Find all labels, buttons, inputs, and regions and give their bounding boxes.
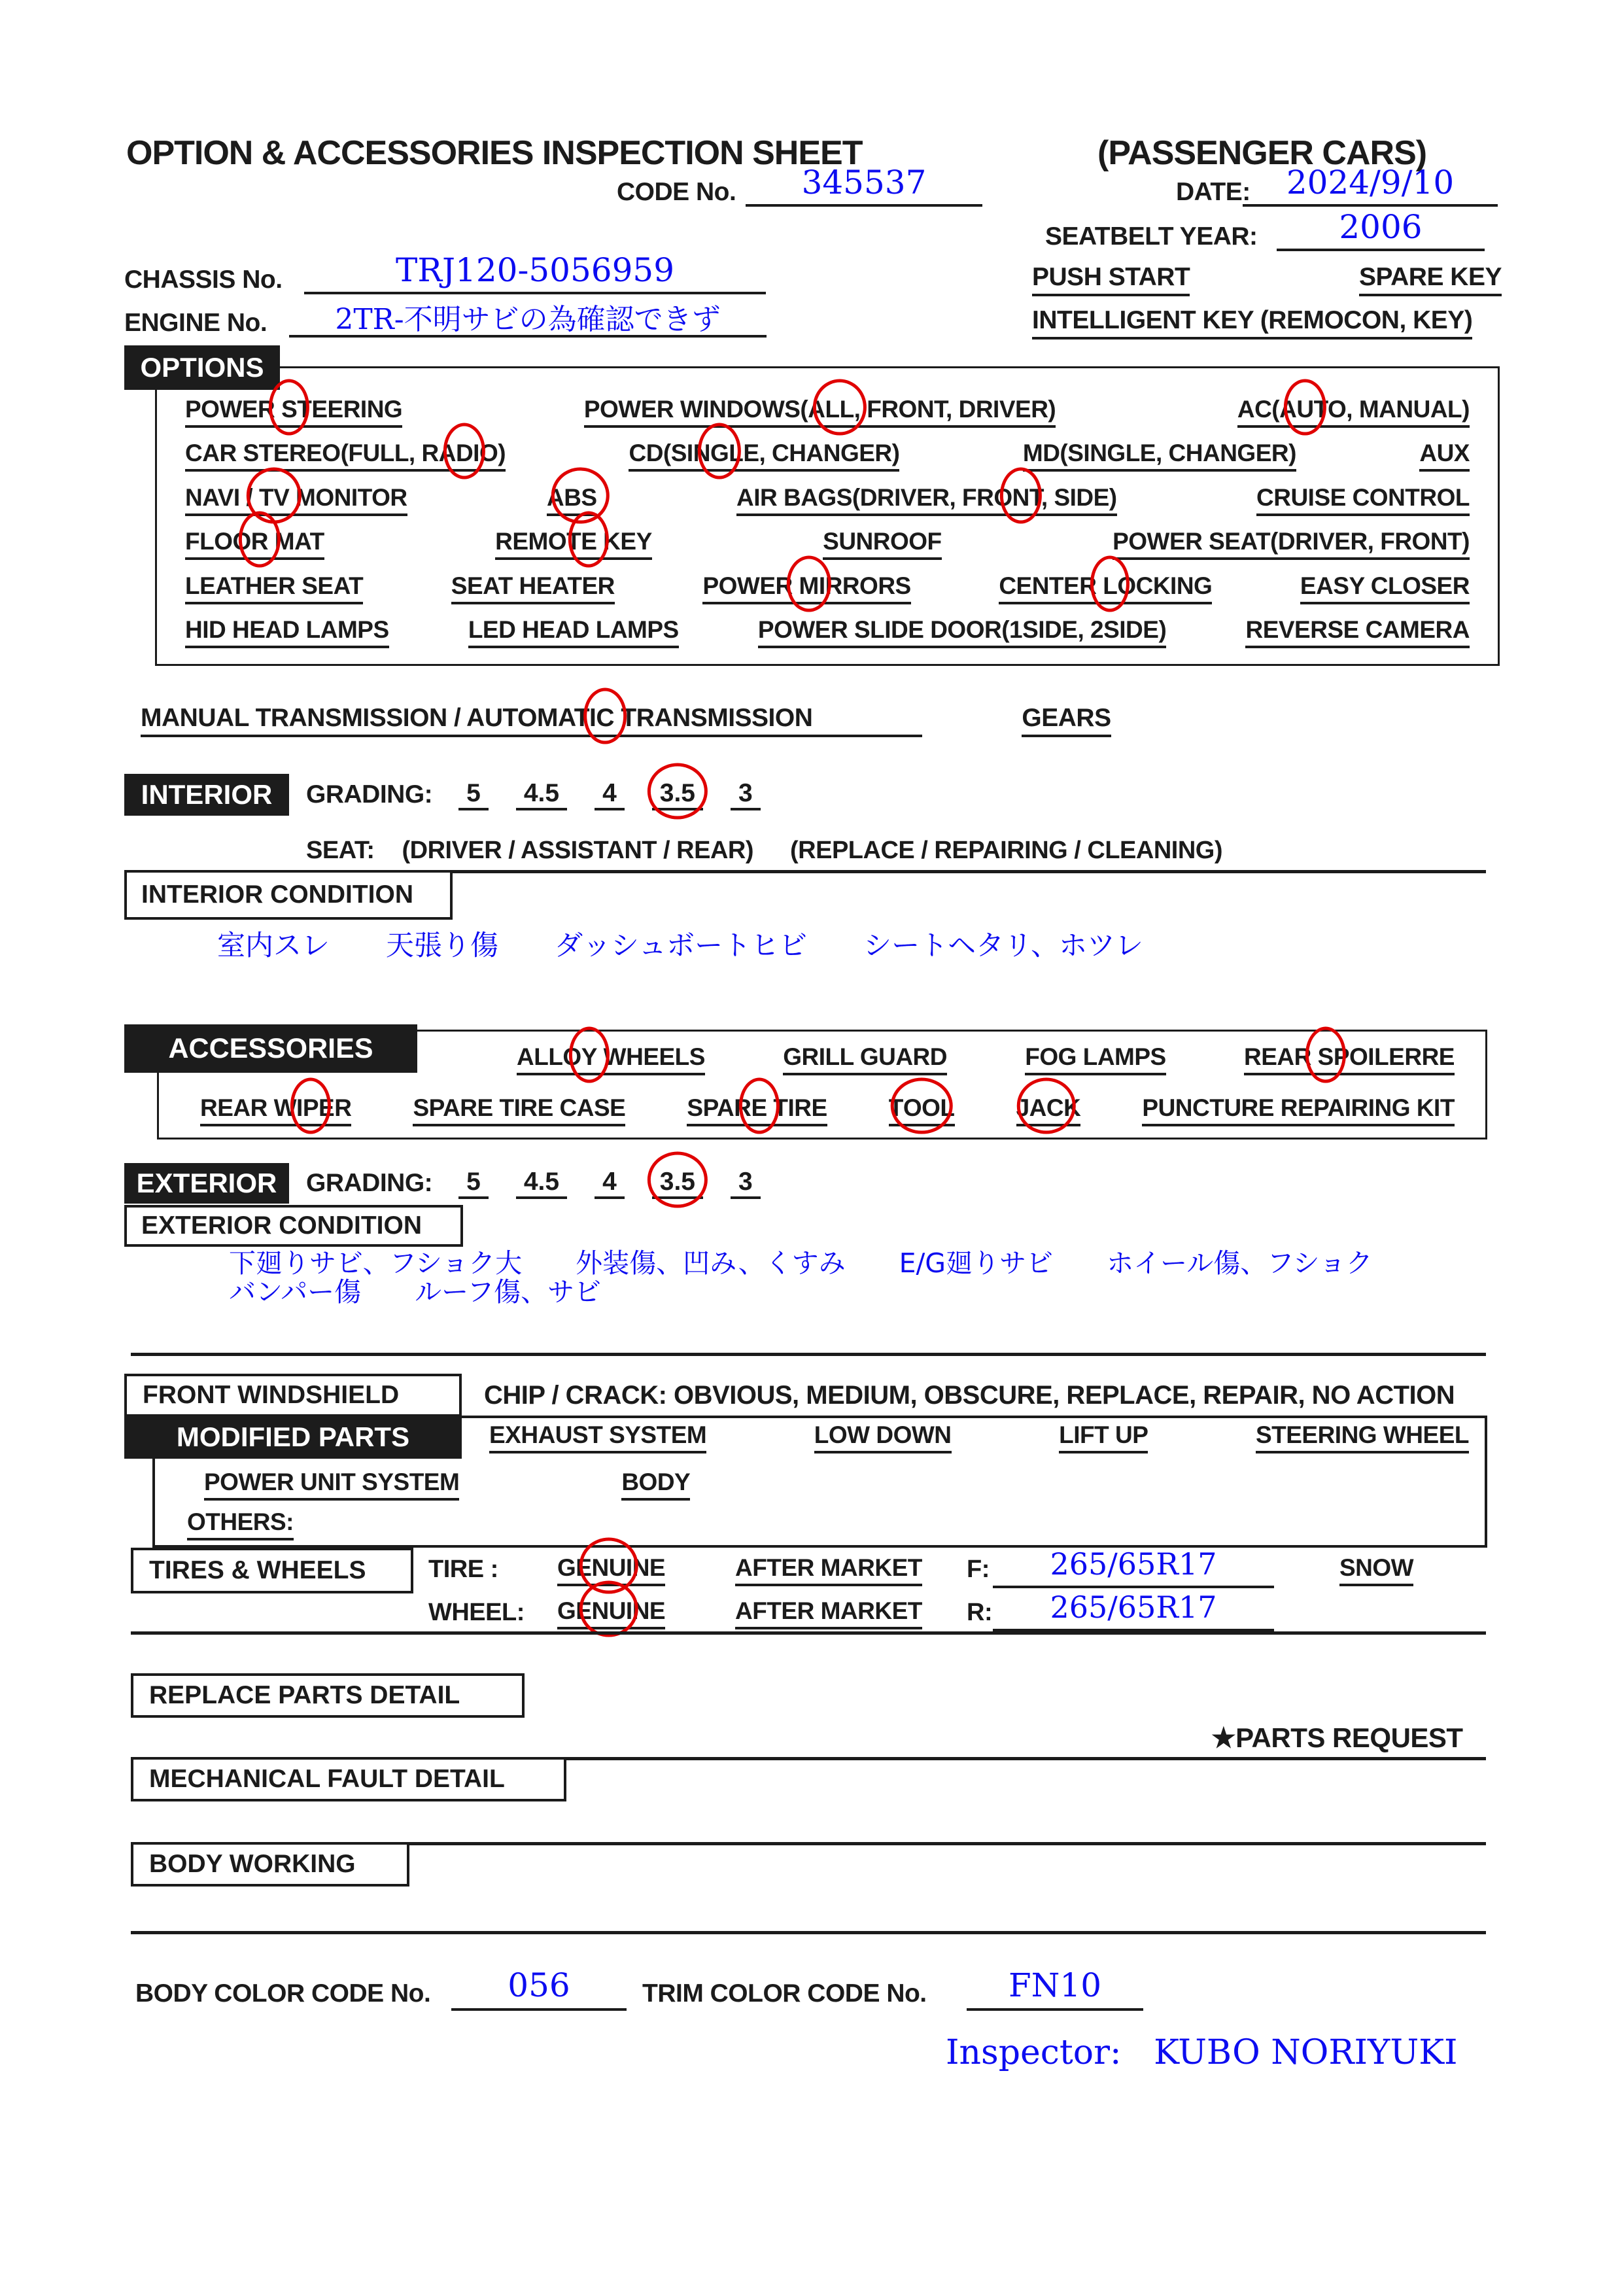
form-item: SEAT HEATER	[451, 572, 615, 604]
red-circle-mark: LL	[825, 395, 854, 423]
interior-section-header: INTERIOR	[124, 774, 289, 816]
form-item: LEATHER SEAT	[185, 572, 363, 604]
interior-condition-notes: 室内スレ 天張り傷 ダッシュボートヒビ シートヘタリ、ホツレ	[217, 930, 1143, 962]
form-item: POWER SEAT(DRIVER, FRONT)	[1113, 528, 1470, 560]
tire-front-value: 265/65R17	[993, 1546, 1274, 1588]
wheel-rear-label: R:	[967, 1599, 993, 1626]
body-color-label: BODY COLOR CODE No.	[135, 1979, 431, 2008]
modified-parts-section-header: MODIFIED PARTS	[124, 1416, 462, 1459]
form-item: POWER STEERING	[185, 396, 402, 428]
replace-parts-detail-box: REPLACE PARTS DETAIL	[131, 1673, 525, 1718]
snow-label: SNOW	[1339, 1554, 1413, 1586]
form-item: POWER SLIDE DOOR(1SIDE, 2SIDE)	[758, 616, 1166, 648]
red-circle-mark: D	[455, 440, 474, 467]
form-item: POWER MIRRORS	[702, 572, 910, 604]
chassis-label: CHASSIS No.	[124, 266, 283, 294]
parts-request-label: ★PARTS REQUEST	[1211, 1722, 1463, 1753]
modified-part-item: LOW DOWN	[814, 1421, 952, 1453]
red-circle-mark: L	[1103, 572, 1118, 599]
tire-label: TIRE :	[428, 1556, 498, 1583]
engine-label: ENGINE No.	[124, 309, 267, 337]
gears-label: GEARS	[1022, 704, 1111, 737]
red-circle-mark: NU	[591, 1554, 626, 1581]
red-circle-mark: N	[1012, 483, 1029, 511]
form-item: EASY CLOSER	[1300, 572, 1470, 604]
accessories-section-header: ACCESSORIES	[124, 1024, 417, 1073]
grade-value: 4.5	[516, 779, 567, 810]
modified-parts-row-2	[204, 1468, 690, 1501]
date-value: 2024/9/10	[1243, 164, 1498, 207]
grade-value: 4.5	[516, 1168, 567, 1199]
red-circle-mark: S	[1317, 1043, 1334, 1070]
mechanical-fault-detail-box: MECHANICAL FAULT DETAIL	[131, 1757, 566, 1801]
form-item: PUNCTURE REPAIRING KIT	[1142, 1094, 1455, 1126]
transmission-line	[141, 701, 1111, 739]
form-item: AC(AUTO, MANUAL)	[1237, 396, 1470, 428]
body-working-box: BODY WORKING	[131, 1842, 409, 1887]
interior-grades	[458, 779, 761, 810]
exterior-condition-box: EXTERIOR CONDITION	[124, 1205, 463, 1247]
form-item: GRILL GUARD	[783, 1043, 947, 1075]
tire-after-market: AFTER MARKET	[735, 1554, 922, 1586]
form-item: CENTER LOCKING	[999, 572, 1212, 604]
red-circle-mark: S	[281, 395, 298, 423]
form-item: HID HEAD LAMPS	[185, 616, 389, 648]
seatbelt-year-value: 2006	[1277, 208, 1485, 251]
form-item: REMOTE KEY	[495, 528, 652, 560]
page-title: OPTION & ACCESSORIES INSPECTION SHEET	[126, 134, 863, 172]
seat-actions: (REPLACE / REPAIRING / CLEANING)	[790, 836, 1222, 864]
red-circle-mark: E	[581, 528, 597, 555]
inspector-label: Inspector:	[946, 2033, 1122, 2072]
grade-value: 4	[595, 779, 625, 810]
seatbelt-year-label: SEATBELT YEAR:	[1045, 222, 1258, 251]
red-circle-mark: BS	[564, 483, 597, 511]
tires-wheels-box: TIRES & WHEELS	[131, 1548, 413, 1593]
code-label: CODE No.	[617, 178, 736, 206]
front-windshield-box: FRONT WINDSHIELD	[124, 1374, 462, 1417]
modified-part-item: EXHAUST SYSTEM	[489, 1421, 706, 1453]
chip-crack-line: CHIP / CRACK: OBVIOUS, MEDIUM, OBSCURE, REPLACE, REPAIR, NO ACTION	[484, 1380, 1455, 1410]
inspector-name: KUBO NORIYUKI	[1154, 2033, 1458, 2072]
exterior-grading-label: GRADING:	[306, 1169, 433, 1197]
red-circle-mark: 3.5	[659, 779, 695, 807]
divider-line	[131, 1353, 1486, 1356]
wheel-row	[0, 1590, 1622, 1630]
interior-grading-label: GRADING:	[306, 780, 433, 809]
grade-value: 3	[731, 1168, 761, 1199]
engine-value: 2TR-不明サビの為確認できず	[289, 296, 767, 338]
grade-value: 3	[731, 779, 761, 810]
form-item: REAR WIPER	[200, 1094, 351, 1126]
exterior-grading-row	[306, 1163, 761, 1204]
form-item: FOG LAMPS	[1025, 1043, 1165, 1075]
form-item: MD(SINGLE, CHANGER)	[1023, 440, 1296, 472]
red-circle-mark: G	[710, 440, 729, 467]
options-row	[185, 572, 1470, 604]
options-row	[185, 484, 1470, 516]
tire-row	[0, 1546, 1622, 1587]
options-section-header: OPTIONS	[124, 345, 280, 390]
options-list	[155, 366, 1500, 666]
form-item: POWER WINDOWS(ALL, FRONT, DRIVER)	[584, 396, 1056, 428]
form-item: CRUISE CONTROL	[1256, 484, 1470, 516]
form-item: CD(SINGLE, CHANGER)	[629, 440, 899, 472]
form-item: AIR BAGS(DRIVER, FRONT, SIDE)	[736, 484, 1117, 516]
exterior-condition-notes-line1: 下廻りサビ、フショク大 外装傷、凹み、くすみ E/G廻りサビ ホイール傷、フショク	[229, 1247, 1373, 1279]
wheel-after-market: AFTER MARKET	[735, 1597, 922, 1629]
options-row	[185, 440, 1470, 472]
red-circle-mark: E	[751, 1094, 767, 1121]
form-item: FLOOR MAT	[185, 528, 324, 560]
red-circle-mark: M	[799, 572, 819, 599]
seat-line	[306, 833, 1222, 867]
modified-parts-row-1	[489, 1416, 1469, 1459]
grade-value	[652, 1168, 703, 1199]
interior-condition-box: INTERIOR CONDITION	[124, 870, 453, 920]
modified-part-item: STEERING WHEEL	[1256, 1421, 1469, 1453]
red-circle-mark: OO	[903, 1094, 940, 1121]
form-item: REVERSE CAMERA	[1245, 616, 1470, 648]
form-item: REAR SPOILERRE	[1244, 1043, 1455, 1075]
options-row	[185, 616, 1470, 648]
form-item: LED HEAD LAMPS	[468, 616, 679, 648]
accessories-row-2	[157, 1087, 1487, 1133]
form-item: SPARE TIRE	[687, 1094, 827, 1126]
red-circle-mark: R	[250, 528, 268, 555]
exterior-section-header: EXTERIOR	[124, 1163, 289, 1204]
body-color-value: 056	[451, 1966, 627, 2011]
transmission-text: MANUAL TRANSMISSION / AUTOMATIC TRANSMISSION	[141, 704, 922, 737]
modified-part-item: LIFT UP	[1059, 1421, 1148, 1453]
exterior-condition-notes-line2: バンパー傷 ルーフ傷、サビ	[229, 1276, 602, 1308]
grade-value	[652, 779, 703, 810]
form-item: ALLOY WHEELS	[517, 1043, 705, 1075]
red-circle-mark: Y	[581, 1043, 597, 1070]
page-subtitle: (PASSENGER CARS)	[1097, 134, 1427, 172]
accessories-row-1	[157, 1036, 1487, 1082]
exterior-grades	[458, 1168, 761, 1199]
form-item: SPARE TIRE CASE	[413, 1094, 625, 1126]
red-circle-mark: AC	[1029, 1094, 1064, 1121]
wheel-rear-value: 265/65R17	[993, 1590, 1274, 1631]
wheel-label: WHEEL:	[428, 1599, 525, 1626]
divider-line	[131, 1631, 1486, 1635]
others-label: OTHERS:	[187, 1508, 294, 1540]
trim-color-label: TRIM COLOR CODE No.	[642, 1979, 927, 2008]
modified-part-item: POWER UNIT SYSTEM	[204, 1469, 459, 1501]
red-circle-mark: C	[596, 703, 615, 732]
red-circle-mark: 3.5	[659, 1168, 695, 1196]
form-item: TOOL	[889, 1094, 955, 1126]
form-item: JACK	[1016, 1094, 1081, 1126]
form-item: NAVI / TV MONITOR	[185, 484, 407, 516]
intelligent-key-label: INTELLIGENT KEY (REMOCON, KEY)	[1032, 306, 1472, 339]
date-label: DATE:	[1176, 178, 1251, 206]
divider-line	[131, 1931, 1486, 1934]
tire-genuine: GENUINE	[557, 1554, 665, 1586]
code-value: 345537	[746, 164, 982, 207]
form-item: AUX	[1419, 440, 1470, 472]
red-circle-mark: TV	[259, 483, 290, 511]
inspector-line	[946, 2033, 1458, 2072]
red-circle-mark: NU	[591, 1597, 626, 1624]
red-circle-mark: P	[302, 1094, 319, 1121]
wheel-genuine: GENUINE	[557, 1597, 665, 1629]
form-item: ABS	[547, 484, 597, 516]
grade-value: 5	[458, 779, 489, 810]
options-row	[185, 396, 1470, 428]
options-row	[185, 528, 1470, 560]
red-circle-mark: U	[1296, 395, 1314, 423]
grade-value: 5	[458, 1168, 489, 1199]
grade-value: 4	[595, 1168, 625, 1199]
tire-front-label: F:	[967, 1556, 990, 1583]
form-item: SUNROOF	[823, 528, 942, 560]
spare-key-label: SPARE KEY	[1359, 263, 1502, 296]
push-start-label: PUSH START	[1032, 263, 1190, 296]
trim-color-value: FN10	[967, 1966, 1143, 2011]
form-item: CAR STEREO(FULL, RADIO)	[185, 440, 506, 472]
seat-label: SEAT:	[306, 836, 375, 864]
seat-options: (DRIVER / ASSISTANT / REAR)	[402, 836, 753, 864]
interior-grading-row	[306, 774, 761, 816]
chassis-value: TRJ120-5056959	[304, 251, 766, 294]
modified-part-item: BODY	[621, 1469, 690, 1501]
